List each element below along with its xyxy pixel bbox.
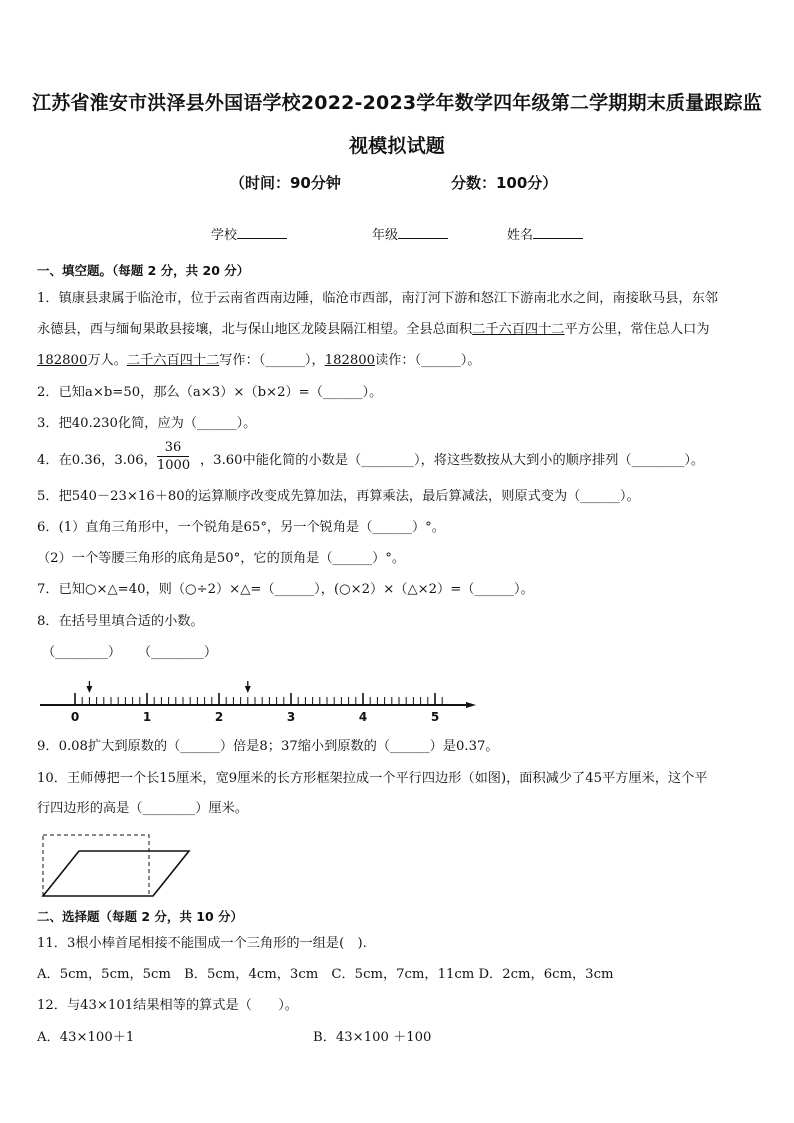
axis-label-3: 3 — [286, 710, 296, 724]
q11-options: A．5cm，5cm，5cm B．5cm，4cm，3cm C．5cm，7cm，11cm D．2cm，6cm，3cm — [37, 967, 614, 982]
q11-text: 11．3根小棒首尾相接不能围成一个三角形的一组是( ). — [37, 936, 367, 951]
q5: 5．把540－23×16＋80的运算顺序改变成先算加法，再算乘法，最后算减法，则原式变为（______）。 — [37, 489, 640, 504]
grade-blank[interactable] — [398, 225, 448, 239]
number-line-arrowhead — [466, 702, 476, 708]
q1-line3 — [37, 352, 766, 370]
original-rectangle-dashed — [43, 835, 149, 896]
section1-heading: 一、填空题。（每题 2 分，共 20 分） — [37, 263, 250, 278]
exam-title-line1: 江苏省淮安市洪泽县外国语学校2022-2023学年数学四年级第二学期期末质量跟踪监 — [32, 92, 762, 114]
section2-heading: 二、选择题（每题 2 分，共 10 分） — [37, 909, 244, 924]
pointer-arrow-head-2 — [245, 686, 251, 693]
q10-line2: 行四边形的高是（________）厘米。 — [37, 801, 248, 816]
q1-area-write-underlined: 二千六百四十二 — [126, 353, 220, 368]
q1-area-underlined: 二千六百四十二 — [472, 322, 565, 337]
q1-line3-c: 读作：（______）。 — [375, 353, 481, 368]
pointer-arrow-head-1 — [86, 686, 92, 693]
name-field[interactable] — [507, 224, 583, 243]
grade-label: 年级 — [372, 228, 399, 243]
q8-number-line — [0, 678, 794, 738]
name-blank[interactable] — [533, 225, 583, 239]
q3: 3．把40.230化简，应为（______）。 — [37, 416, 257, 431]
q8-text: 8．在括号里填合适的小数。 — [37, 614, 204, 629]
axis-label-1: 1 — [142, 710, 152, 724]
exam-time: （时间：90分钟 — [230, 174, 341, 192]
q8-blanks: （________） （________） — [42, 645, 218, 660]
q4-fraction-numerator: 36 — [164, 440, 182, 455]
q1-line2 — [37, 321, 766, 339]
q4-fraction-denominator: 1000 — [157, 458, 191, 473]
q4-pre: 4．在0.36，3.06， — [37, 453, 157, 468]
axis-label-5: 5 — [430, 710, 440, 724]
q2: 2．已知a×b=50，那么（a×3）×（b×2）=（______）。 — [37, 385, 383, 400]
name-label: 姓名 — [507, 228, 534, 243]
q1-line2-b: 平方公里，常住总人口为 — [564, 322, 710, 337]
q12-option-a: A．43×100＋1 — [37, 1030, 135, 1045]
q1-population-read-underlined: 182800 — [324, 353, 376, 368]
q1-line1: 1．镇康县隶属于临沧市，位于云南省西南边陲，临沧市西部，南汀河下游和怒江下游南北水之间，南接耿马县，东邻 — [37, 291, 718, 306]
q9: 9．0.08扩大到原数的（______）倍是8；37缩小到原数的（______）是0.37。 — [37, 739, 499, 754]
exam-score: 分数：100分） — [451, 174, 558, 192]
parallelogram-shape — [43, 851, 189, 896]
q1-population-underlined: 182800 — [37, 353, 88, 368]
q10-line1: 10．王师傅把一个长15厘米，宽9厘米的长方形框架拉成一个平行四边形（如图)，面积减少了45平方厘米，这个平 — [37, 771, 708, 786]
q4-post: ，3.60中能化简的小数是（________），将这些数按从大到小的顺序排列（________）。 — [200, 453, 705, 468]
axis-label-4: 4 — [358, 710, 368, 724]
q4-fraction-bar — [157, 456, 189, 457]
axis-label-0: 0 — [70, 710, 80, 724]
q6-part2: （2）一个等腰三角形的底角是50°，它的顶角是（______）°。 — [37, 551, 406, 566]
q1-line3-b: 写作：（______）， — [219, 353, 325, 368]
q1-line2-a: 永德县，西与缅甸果敢县接壤，北与保山地区龙陵县隔江相望。全县总面积 — [37, 322, 473, 337]
q12-option-b: B．43×100 ＋100 — [313, 1030, 432, 1045]
school-field[interactable] — [211, 224, 287, 243]
q10-parallelogram-figure — [38, 832, 198, 898]
exam-title-line2: 视模拟试题 — [348, 135, 445, 157]
q6-part1: 6．(1）直角三角形中，一个锐角是65°，另一个锐角是（______）°。 — [37, 520, 445, 535]
school-blank[interactable] — [237, 225, 287, 239]
q12-text: 12．与43×101结果相等的算式是（ ）。 — [37, 998, 298, 1013]
school-label: 学校 — [211, 228, 238, 243]
q4-fraction — [157, 440, 189, 473]
q1-line3-a: 万人。 — [87, 353, 127, 368]
grade-field[interactable] — [372, 224, 448, 243]
q7: 7．已知○×△=40，则（○÷2）×△=（______），(○×2）×（△×2）=（______）。 — [37, 582, 534, 597]
axis-label-2: 2 — [214, 710, 224, 724]
